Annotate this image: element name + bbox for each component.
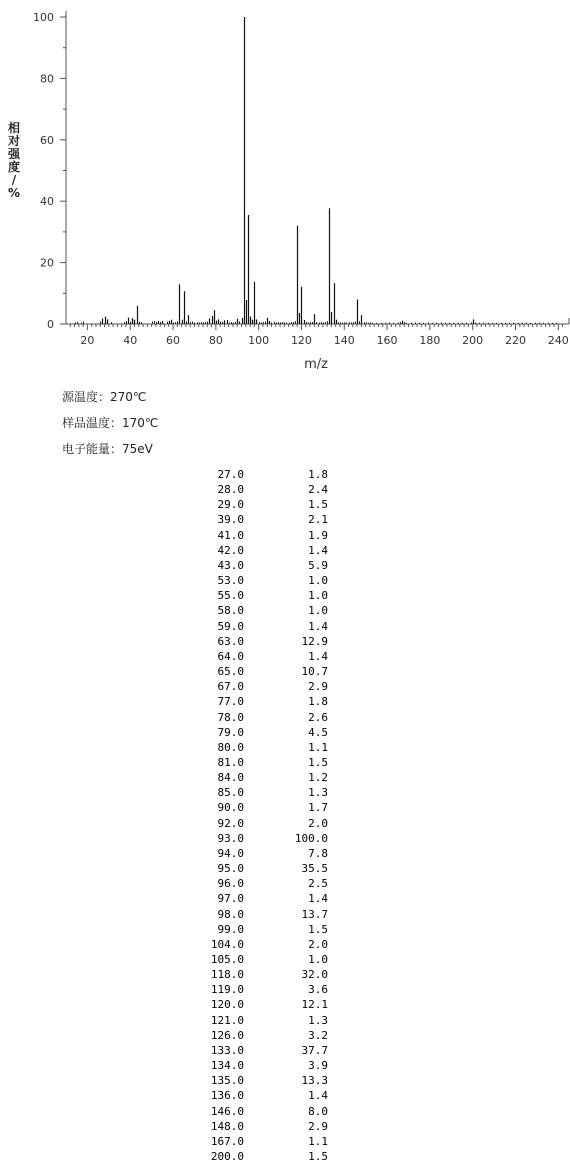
mz-cell: 55.0 (217, 589, 244, 603)
table-row (196, 558, 328, 573)
table-row (196, 679, 328, 694)
mass-spectrum-chart (0, 0, 570, 380)
mz-cell: 136.0 (210, 1089, 244, 1103)
mz-cell: 84.0 (217, 771, 244, 785)
mz-cell: 27.0 (217, 468, 244, 481)
acquisition-conditions (62, 386, 158, 464)
mz-cell: 120.0 (210, 998, 244, 1012)
table-row (196, 785, 328, 800)
intensity-cell: 5.9 (308, 558, 328, 572)
intensity-cell: 1.5 (308, 922, 328, 936)
table-row (196, 603, 328, 618)
table-row (196, 876, 328, 891)
intensity-cell: 1.7 (308, 801, 328, 815)
table-row (196, 907, 328, 922)
table-row (196, 1028, 328, 1043)
table-row (196, 482, 328, 497)
mz-cell: 99.0 (217, 922, 244, 936)
intensity-cell: 13.3 (301, 1074, 328, 1088)
intensity-cell: 1.5 (308, 498, 328, 512)
x-tick-label: 140 (333, 334, 355, 347)
table-row (196, 1073, 328, 1088)
condition-row-electron-energy (62, 438, 158, 464)
table-row (196, 1058, 328, 1073)
intensity-cell: 3.9 (308, 1059, 328, 1073)
mz-cell: 29.0 (217, 498, 244, 512)
mz-cell: 126.0 (210, 1028, 244, 1042)
mz-cell: 78.0 (217, 710, 244, 724)
mz-cell: 93.0 (217, 831, 244, 845)
mz-cell: 81.0 (217, 755, 244, 769)
table-row (196, 967, 328, 982)
mz-cell: 41.0 (217, 528, 244, 542)
table-row (196, 634, 328, 649)
x-tick-label: 20 (80, 334, 95, 347)
x-tick-label: 200 (462, 334, 484, 347)
intensity-cell: 13.7 (301, 907, 328, 921)
mz-cell: 64.0 (217, 649, 244, 663)
table-row (196, 755, 328, 770)
intensity-cell: 2.5 (308, 877, 328, 891)
intensity-cell: 12.9 (301, 634, 328, 648)
intensity-cell: 12.1 (301, 998, 328, 1012)
mz-cell: 90.0 (217, 801, 244, 815)
table-row (196, 543, 328, 558)
mz-cell: 39.0 (217, 513, 244, 527)
intensity-cell: 1.5 (308, 1150, 328, 1164)
mz-cell: 119.0 (210, 983, 244, 997)
mz-cell: 79.0 (217, 725, 244, 739)
x-tick-label: 220 (504, 334, 526, 347)
y-tick-label: 20 (40, 256, 54, 270)
intensity-cell: 2.0 (308, 816, 328, 830)
mz-cell: 97.0 (217, 892, 244, 906)
table-row (196, 649, 328, 664)
mz-cell: 133.0 (210, 1043, 244, 1057)
mz-cell: 42.0 (217, 543, 244, 557)
table-row (196, 997, 328, 1012)
table-row (196, 1149, 328, 1164)
mz-cell: 135.0 (210, 1074, 244, 1088)
table-row (196, 1043, 328, 1058)
y-axis-label-char: 对 (7, 134, 20, 148)
mz-cell: 146.0 (210, 1104, 244, 1118)
table-row (196, 573, 328, 588)
intensity-cell: 1.9 (308, 528, 328, 542)
mz-cell: 65.0 (217, 665, 244, 679)
table-row (196, 846, 328, 861)
y-tick-label: 40 (40, 195, 54, 209)
condition-label: 电子能量： (62, 442, 123, 456)
y-axis-label-char: % (7, 186, 21, 200)
mz-cell: 43.0 (217, 558, 244, 572)
intensity-cell: 2.1 (308, 513, 328, 527)
intensity-cell: 1.4 (308, 1089, 328, 1103)
intensity-cell: 1.0 (308, 589, 328, 603)
mz-cell: 200.0 (210, 1150, 244, 1164)
condition-value: 270℃ (110, 390, 147, 404)
intensity-cell: 1.3 (308, 786, 328, 800)
mz-cell: 98.0 (217, 907, 244, 921)
table-row (196, 922, 328, 937)
mz-cell: 67.0 (217, 680, 244, 694)
x-tick-label: 60 (166, 334, 181, 347)
intensity-cell: 1.4 (308, 543, 328, 557)
intensity-cell: 8.0 (308, 1104, 328, 1118)
table-row (196, 619, 328, 634)
mz-cell: 105.0 (210, 953, 244, 966)
intensity-cell: 1.4 (308, 892, 328, 906)
mz-cell: 77.0 (217, 695, 244, 709)
condition-label: 源温度： (62, 390, 111, 404)
intensity-cell: 1.1 (308, 1134, 328, 1148)
mz-cell: 28.0 (217, 483, 244, 497)
table-row (196, 937, 328, 952)
intensity-cell: 2.6 (308, 710, 328, 724)
y-axis-label-char: 强 (7, 147, 20, 161)
table-row (196, 1104, 328, 1119)
condition-value: 75eV (122, 442, 153, 456)
table-row (196, 710, 328, 725)
intensity-cell: 32.0 (301, 968, 328, 982)
x-tick-label: 80 (208, 334, 223, 347)
intensity-cell: 1.3 (308, 1013, 328, 1027)
y-tick-label: 80 (40, 72, 54, 86)
y-axis-label-char: / (11, 173, 17, 187)
intensity-cell: 1.4 (308, 619, 328, 633)
mz-cell: 121.0 (210, 1013, 244, 1027)
spectrum-peaks (76, 17, 557, 324)
intensity-cell: 10.7 (301, 665, 328, 679)
table-row (196, 982, 328, 997)
mz-cell: 85.0 (217, 786, 244, 800)
intensity-cell: 3.6 (308, 983, 328, 997)
mz-cell: 92.0 (217, 816, 244, 830)
mz-cell: 94.0 (217, 846, 244, 860)
table-row (196, 1013, 328, 1028)
table-row (196, 1134, 328, 1149)
table-row (196, 664, 328, 679)
mz-cell: 58.0 (217, 604, 244, 618)
table-row (196, 588, 328, 603)
peak-list-table (196, 467, 328, 1164)
table-row (196, 1088, 328, 1103)
intensity-cell: 3.2 (308, 1028, 328, 1042)
intensity-cell: 2.9 (308, 680, 328, 694)
mz-cell: 59.0 (217, 619, 244, 633)
table-row (196, 770, 328, 785)
table-row (196, 467, 328, 482)
intensity-cell: 1.2 (308, 771, 328, 785)
table-row (196, 740, 328, 755)
x-tick-label: 160 (376, 334, 398, 347)
x-axis-label: m/z (304, 357, 328, 372)
intensity-cell: 2.9 (308, 1119, 328, 1133)
table-row (196, 831, 328, 846)
intensity-cell: 1.0 (308, 953, 328, 966)
x-tick-label: 40 (123, 334, 138, 347)
condition-row-sample-temperature (62, 412, 158, 438)
x-tick-label: 100 (248, 334, 270, 347)
mz-cell: 167.0 (210, 1134, 244, 1148)
y-tick-label: 0 (47, 318, 54, 331)
mz-cell: 148.0 (210, 1119, 244, 1133)
mz-cell: 118.0 (210, 968, 244, 982)
intensity-cell: 1.0 (308, 604, 328, 618)
y-tick-label: 60 (40, 133, 54, 147)
mz-cell: 95.0 (217, 862, 244, 876)
table-row (196, 694, 328, 709)
y-axis-label-char: 相 (7, 121, 20, 135)
table-row (196, 952, 328, 967)
intensity-cell: 1.5 (308, 755, 328, 769)
condition-label: 样品温度： (62, 416, 123, 430)
intensity-cell: 2.0 (308, 937, 328, 951)
mz-cell: 53.0 (217, 574, 244, 588)
table-row (196, 528, 328, 543)
table-row (196, 725, 328, 740)
intensity-cell: 1.0 (308, 574, 328, 588)
intensity-cell: 7.8 (308, 846, 328, 860)
y-axis (33, 11, 66, 331)
intensity-cell: 35.5 (301, 862, 328, 876)
x-tick-label: 120 (290, 334, 312, 347)
intensity-cell: 1.8 (308, 695, 328, 709)
x-tick-label: 240 (547, 334, 569, 347)
y-axis-label-char: 度 (7, 160, 20, 174)
intensity-cell: 2.4 (308, 483, 328, 497)
intensity-cell: 1.8 (308, 468, 328, 481)
mz-cell: 63.0 (217, 634, 244, 648)
y-axis-label (6, 122, 22, 200)
condition-row-source-temperature (62, 386, 158, 412)
mz-cell: 96.0 (217, 877, 244, 891)
table-row (196, 861, 328, 876)
mz-cell: 134.0 (210, 1059, 244, 1073)
table-row (196, 816, 328, 831)
condition-value: 170℃ (122, 416, 159, 430)
table-row (196, 497, 328, 512)
y-tick-label: 100 (33, 11, 54, 24)
table-row (196, 800, 328, 815)
intensity-cell: 100.0 (294, 831, 328, 845)
table-row (196, 512, 328, 527)
mz-cell: 80.0 (217, 740, 244, 754)
intensity-cell: 37.7 (301, 1043, 328, 1057)
intensity-cell: 4.5 (308, 725, 328, 739)
x-tick-label: 180 (419, 334, 441, 347)
intensity-cell: 1.4 (308, 649, 328, 663)
intensity-cell: 1.1 (308, 740, 328, 754)
table-row (196, 891, 328, 906)
mz-cell: 104.0 (210, 937, 244, 951)
table-row (196, 1119, 328, 1134)
